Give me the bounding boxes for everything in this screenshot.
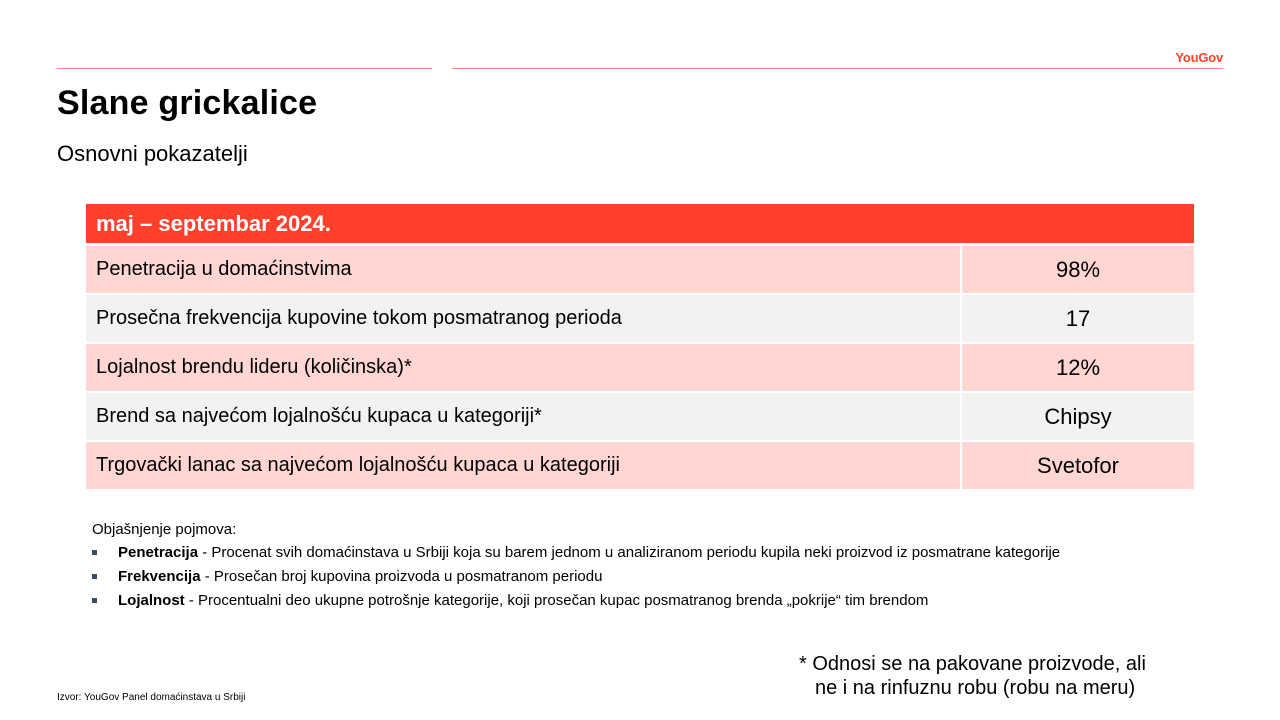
legend-definition: - Prosečan broj kupovina proizvoda u posmatranom periodu	[200, 568, 603, 585]
metric-value: 12%	[960, 344, 1194, 393]
kpi-table	[86, 204, 1194, 491]
terms-legend	[92, 521, 1060, 616]
legend-definition: - Procentualni deo ukupne potrošnje kategorije, koji prosečan kupac posmatranog brenda „pokrije“ tim brendom	[184, 592, 929, 609]
metric-label: Penetracija u domaćinstvima	[86, 246, 960, 295]
list-item	[92, 568, 1060, 586]
period-header: maj – septembar 2024.	[86, 204, 1194, 246]
list-item	[92, 592, 1060, 610]
header-divider-left	[57, 68, 432, 69]
legend-term: Lojalnost	[118, 592, 185, 609]
metric-value: Svetofor	[960, 442, 1194, 491]
metric-value: Chipsy	[960, 393, 1194, 442]
legend-term: Frekvencija	[118, 568, 201, 585]
metric-label: Trgovački lanac sa najvećom lojalnošću kupaca u kategoriji	[86, 442, 960, 491]
footnote-line: ne i na rinfuznu robu (robu na meru)	[815, 677, 1136, 699]
legend-definition: - Procenat svih domaćinstava u Srbiji koja su barem jednom u analiziranom periodu kupila neki proizvod iz posmatrane kategorije	[198, 544, 1061, 561]
table-row	[86, 393, 1194, 442]
table-row	[86, 295, 1194, 344]
metric-label: Lojalnost brendu lideru (količinska)*	[86, 344, 960, 393]
legend-list	[92, 544, 1060, 610]
square-bullet-icon	[92, 550, 97, 555]
source-note: Izvor: YouGov Panel domaćinstava u Srbiji	[57, 692, 246, 703]
legend-term: Penetracija	[118, 544, 199, 561]
metric-value: 98%	[960, 246, 1194, 295]
table-header-row	[86, 204, 1194, 246]
table-row	[86, 442, 1194, 491]
list-item	[92, 544, 1060, 562]
header-divider-right	[452, 68, 1223, 69]
metric-label: Brend sa najvećom lojalnošću kupaca u kategoriji*	[86, 393, 960, 442]
square-bullet-icon	[92, 598, 97, 603]
page-subtitle: Osnovni pokazatelji	[57, 141, 248, 166]
square-bullet-icon	[92, 574, 97, 579]
page-title: Slane grickalice	[57, 84, 318, 122]
yougov-logo: YouGov	[1175, 50, 1223, 65]
metric-label: Prosečna frekvencija kupovine tokom posmatranog perioda	[86, 295, 960, 344]
table-row	[86, 344, 1194, 393]
legend-heading: Objašnjenje pojmova:	[92, 521, 237, 538]
table-row	[86, 246, 1194, 295]
metric-value: 17	[960, 295, 1194, 344]
footnote-line: * Odnosi se na pakovane proizvode, ali	[799, 653, 1146, 675]
footnote	[799, 652, 1146, 700]
